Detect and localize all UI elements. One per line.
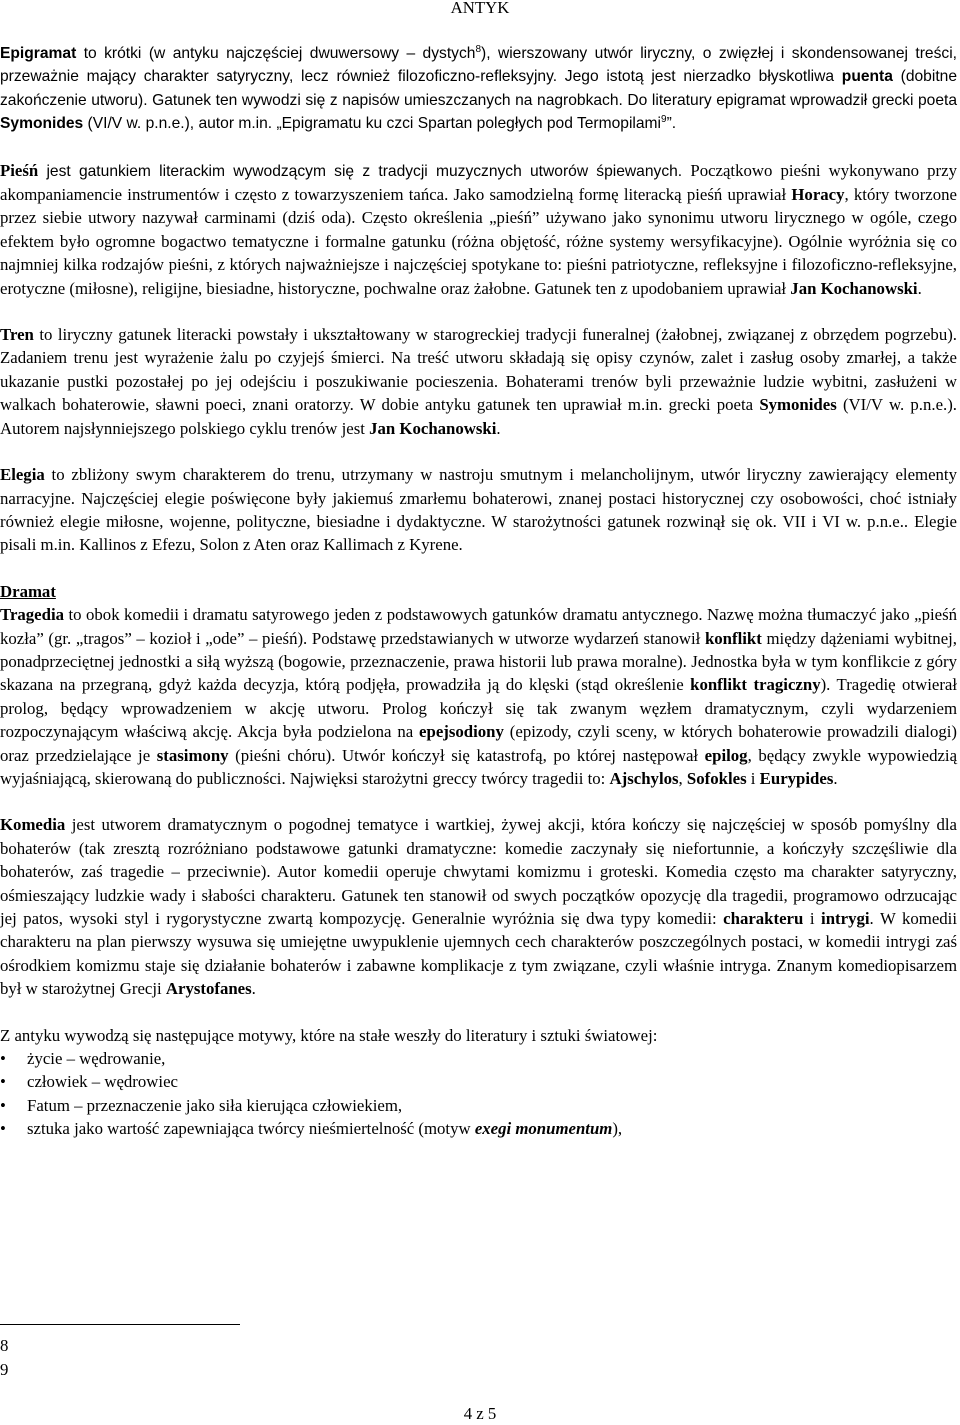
footnote-ref-8[interactable]: 8 bbox=[475, 43, 481, 55]
paragraph-motywy: Z antyku wywodzą się następujące motywy, które na stałe weszły do literatury i sztuki światowej: bbox=[0, 1025, 658, 1045]
heading-dramat: Dramat bbox=[0, 581, 56, 601]
paragraph-epigramat: Epigramat to krótki (w antyku najczęściej dwuwersowy – dystych$^8$), wierszowany utwór liryczny, o zwięzłej i skondensowanej treści, przeważnie mający charakter satyryczny, lecz również filozoficzno-refleksyjny. Jego istotą jest nierzadko błyskotliwa puenta (dobitne zakończenie utworu). Gatunek ten wywodzi się z napisów umieszczanych na nagrobkach. Do literatury epigramat wprowadził grecki poeta Symonides (VI/V w. p.n.e.), autor m.in. „Epigramatu ku czci Spartan poległych pod Termopilami$^9$”. bbox=[0, 43, 957, 133]
list-item: • życie – wędrowanie, bbox=[0, 1047, 957, 1070]
term-epilog: epilog bbox=[704, 745, 748, 765]
paragraph-tragedia: Tragedia to obok komedii i dramatu satyrowego jeden z podstawowych gatunków dramatu antycznego. Nazwę można tłumaczyć jako „pieśń kozła” (gr. „tragos” – kozioł i „ode” – pieśń). Podstawę przedstawianych w utworze wydarzeń stanowił konflikt między dążeniami wybitnej, ponadprzeciętnej jednostki a siłą wyższą (bogowie, przeznaczenie, prawa historii lub prawa moralne). Jednostka była w tym konflikcie z góry skazana na przegraną, gdyż każda decyzja, którą podjęła, prowadziła ją do klęski (stąd określenie konflikt tragiczny). Tragedię otwierał prolog, będący wprowadzeniem w akcję utworu. Prolog kończył się tak zwanym węzłem dramatycznym, czyli wydarzeniem rozpoczynającym właściwą akcję. Akcja była podzielona na epejsodiony (epizody, czyli sceny, w których bohaterowie prowadzili dialogi) oraz przedzielające je stasimony (pieśni chóru). Utwór kończył się katastrofą, po której następował epilog, będący zwykle wypowiedzią wyjaśniającą, skierowaną do publiczności. Najwięksi starożytni greccy twórcy tragedii to: Ajschylos, Sofokles i Eurypides. bbox=[0, 605, 958, 788]
term-stasimony: stasimony bbox=[156, 745, 229, 765]
list-item: • człowiek – wędrowiec bbox=[0, 1070, 957, 1093]
term-sofokles: Sofokles bbox=[686, 768, 747, 788]
paragraph-elegia: Elegia to zbliżony swym charakterem do trenu, utrzymany w nastroju smutnym i melancholijnym, utwór liryczny zawierający elementy narracyjne. Najczęściej elegie poświęcone były jakiemuś zmarłemu bohaterowi, znanej postaci historycznej czy osobowości, choć istniały również elegie miłosne, wojenne, polityczne, biesiadne i dydaktyczne. W starożytności gatunek rozwinął się ok. VII i VI w. p.n.e.. Elegie pisali m.in. Kallinos z Efezu, Solon z Aten oraz Kallimach z Kyrene. bbox=[0, 465, 957, 555]
term-tren: Tren bbox=[0, 325, 34, 345]
term-puenta: puenta bbox=[841, 68, 893, 86]
paragraph-komedia: Komedia jest utworem dramatycznym o pogodnej tematyce i wartkiej, żywej akcji, która kończy się najczęściej w sposób pomyślny dla bohaterów (tak zresztą rozróżniano podstawowe gatunki dramatyczne: komedie zaczynały się niefortunnie, a kończyły szczęśliwie dla bohaterów, zaś tragedie – przeciwnie). Autor komedii operuje chwytami komizmu i groteski. Komedia często ma charakter satyryczny, ośmieszający ludzkie wady i słabości charakteru. Gatunek ten stanowił od swych początków opozycję dla tragedii, programowo odrzucając jej patos, wysoki styl i rygorystyczne zwartą kompozycję. Generalnie wyróżnia się dwa typy komedii: charakteru i intrygi. W komedii charakteru na plan pierwszy wysuwa się umiejętne uwypuklenie ujemnych cech charakterów poszczególnych postaci, w komedii intrygi zaś ośrodkiem komizmu staje się działanie bohaterów i zabawne komplikacje z tym związane, czyli właśnie intryga. Znanym komediopisarzem był w starożytnej Grecji Arystofanes. bbox=[0, 815, 957, 999]
term-symonides: Symonides bbox=[0, 115, 84, 133]
term-kochanowski: Jan Kochanowski bbox=[790, 278, 918, 298]
term-tragedia: Tragedia bbox=[0, 605, 65, 625]
term-ajschylos: Ajschylos bbox=[609, 768, 679, 788]
term-charakteru: charakteru bbox=[723, 909, 804, 928]
term-epejsodiony: epejsodiony bbox=[419, 722, 504, 742]
motif-list bbox=[0, 1047, 957, 1141]
footnote-separator bbox=[0, 1324, 240, 1325]
list-item: • Fatum – przeznaczenie jako siła kierująca człowiekiem, bbox=[0, 1094, 957, 1117]
page-number: 4 z 5 bbox=[463, 1404, 497, 1423]
list-item: • sztuka jako wartość zapewniająca twórcy nieśmiertelność (motyw exegi monumentum), bbox=[0, 1117, 957, 1140]
term-kochanowski-2: Jan Kochanowski bbox=[369, 418, 497, 438]
term-intrygi: intrygi bbox=[821, 909, 870, 928]
footnote-9: 9 bbox=[0, 1360, 9, 1379]
footnote-ref-9[interactable]: 9 bbox=[661, 114, 667, 126]
term-elegia: Elegia bbox=[0, 465, 45, 485]
term-epigramat: Epigramat bbox=[0, 45, 77, 62]
page-content bbox=[0, 42, 957, 1141]
term-horacy: Horacy bbox=[791, 185, 845, 205]
term-konflikt-tragiczny: konflikt tragiczny bbox=[690, 675, 821, 695]
paragraph-piesn: Pieśń jest gatunkiem literackim wywodzącym się z tradycji muzycznych utworów śpiewanych. Początkowo pieśni wykonywano przy akompaniamencie instrumentów i często z towarzyszeniem tańca. Jako samodzielną formę literacką pieśń uprawiał Horacy, który tworzone przez siebie utwory nazywał carminami (dziś oda). Często określenia „pieśń” używano jako synonimu utworu lirycznego w ogóle, czego efektem było ogromne bogactwo tematyczne i formalne gatunku (różna objętość, różne systemy wersyfikacyjne). Ogólnie wyróżnia się co najmniej kilka rodzajów pieśni, z których najważniejsze i najczęściej spotykane to: pieśni patriotyczne, refleksyjne i filozoficzno-refleksyjne, erotyczne (miłosne), religijne, biesiadne, historyczne, pochwalne oraz żałobne. Gatunek ten z upodobaniem uprawiał Jan Kochanowski. bbox=[0, 160, 957, 298]
term-exegi-monumentum: exegi monumentum bbox=[474, 1119, 613, 1139]
term-arystofanes: Arystofanes bbox=[165, 979, 252, 999]
term-eurypides: Eurypides bbox=[759, 768, 834, 788]
term-piesn: Pieśń bbox=[0, 160, 39, 180]
term-konflikt: konflikt bbox=[704, 628, 762, 648]
term-symonides-2: Symonides bbox=[759, 395, 837, 415]
term-komedia: Komedia bbox=[0, 815, 66, 835]
footnote-8: 8 bbox=[0, 1336, 9, 1355]
paragraph-tren: Tren to liryczny gatunek literacki powstały i ukształtowany w starogreckiej tradycji funeralnej (żałobnej, związanej z obrzędem pogrzebu). Zadaniem trenu jest wyrażenie żalu po czyjejś śmierci. Na treść utworu składają się opisy czynów, zalet i zasług osoby zmarłej, a także ukazanie pustki pozostałej po jej odejściu i poszukiwanie pocieszenia. Bohaterami trenów byli przeważnie ludzie wybitni, zasłużeni w walkach bohaterowie, sławni poeci, znani oratorzy. W dobie antyku gatunek ten uprawiał m.in. grecki poeta Symonides (VI/V w. p.n.e.). Autorem najsłynniejszego polskiego cyklu trenów jest Jan Kochanowski. bbox=[0, 325, 957, 438]
page-header: ANTYK bbox=[450, 0, 510, 17]
